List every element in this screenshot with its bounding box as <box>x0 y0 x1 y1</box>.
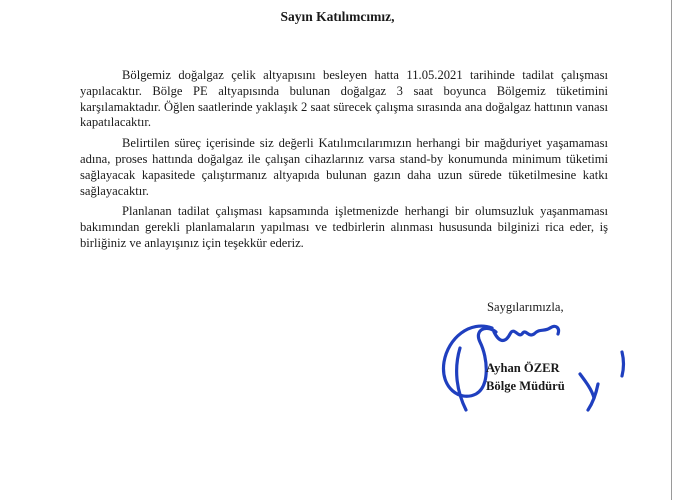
salutation: Sayın Katılımcımız, <box>280 9 395 24</box>
paragraph-maintenance-notice: Bölgemiz doğalgaz çelik altyapısını besleyen hatta 11.05.2021 tarihinde tadilat çalışması yapılacaktır. Bölge PE altyapısında bulunan doğalgaz 3 saat boyunca Bölgemiz tüketimini karşılamaktadır. Öğlen saatlerinde yaklaşık 2 saat sürecek çalışma sırasında ana doğalgaz hattının vanası kapatılacaktır. <box>80 68 608 130</box>
page-edge-divider <box>671 0 672 500</box>
closing-phrase: Saygılarımızla, <box>487 300 564 314</box>
paragraph-standby-advice: Belirtilen süreç içerisinde siz değerli Katılımcılarımızın herhangi bir mağduriyet yaşamaması adına, proses hattında doğalgaz ile çalışan cihazlarınız varsa stand-by konumunda minimum tüketimi sağlayacak kapasitede çalıştırmanız altyapıda bulunan gazın daha uzun sürede tüketilmesine katkı sağlayacaktır. <box>80 136 608 198</box>
signatory-name: Ayhan ÖZER <box>486 361 560 375</box>
paragraph-closing-request: Planlanan tadilat çalışması kapsamında işletmenizde herhangi bir olumsuzluk yaşanmaması bakımından gerekli planlamaların yapılması ve tedbirlerin alınması hususunda bilginizi rica eder, iş birliğiniz ve anlayışınız için teşekkür ederiz. <box>80 204 608 250</box>
signatory-title: Bölge Müdürü <box>486 379 565 393</box>
handwritten-signature <box>430 298 640 418</box>
letter-body <box>80 68 608 257</box>
